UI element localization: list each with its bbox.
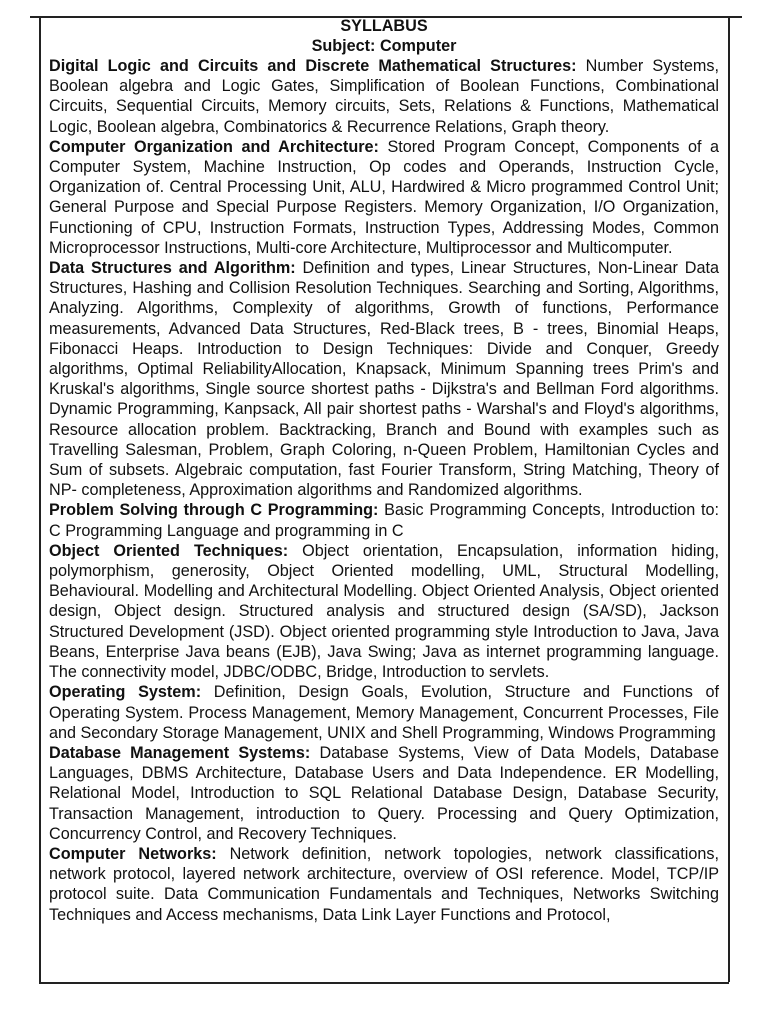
syllabus-content	[49, 16, 719, 925]
section-computer-organization	[49, 137, 719, 258]
section-digital-logic	[49, 56, 719, 137]
section-heading: Operating System:	[49, 683, 202, 702]
subject-heading: Subject: Computer	[311, 37, 457, 55]
section-database	[49, 743, 719, 844]
section-text: Object orientation, Encapsulation, information hiding, polymorphism, generosity, Object Oriented modelling, UML, Structural Modelling, Behavioural. Modelling and Architectural Modelling. Object Oriented Analysis, Object oriented design, Object design. Structured analysis and structured design (SA/SD), Jackson Structured Development (JSD). Object oriented programming style Introduction to Java, Java Beans, Enterprise Java beans (EJB), Java Swing; Java as internet programming language. The connectivity model, JDBC/ODBC, Bridge, Introduction to servlets.	[49, 541, 719, 682]
left-border	[39, 16, 41, 982]
section-text: Stored Program Concept, Components of a Computer System, Machine Instruction, Op codes and Operands, Instruction Cycle, Organization of. Central Processing Unit, ALU, Hardwired & Micro programmed Control Unit; General Purpose and Special Purpose Registers. Memory Organization, I/O Organization, Functioning of CPU, Instruction Formats, Instruction Types, Addressing Modes, Common Microprocessor Instructions, Multi-core Architecture, Multiprocessor and Multicomputer.	[49, 137, 719, 257]
section-c-programming	[49, 500, 719, 540]
section-text: Definition, Design Goals, Evolution, Structure and Functions of Operating System. Process Management, Memory Management, Concurrent Processes, File and Secondary Storage Management, UNIX and Shell Programming, Windows Programming	[49, 683, 719, 742]
section-text: Number Systems, Boolean algebra and Logic Gates, Simplification of Boolean Functions, Combinational Circuits, Sequential Circuits, Memory circuits, Sets, Relations & Functions, Mathematical Logic, Boolean algebra, Combinatorics & Recurrence Relations, Graph theory.	[49, 57, 719, 136]
section-computer-networks	[49, 844, 719, 925]
page-title: SYLLABUS	[340, 17, 428, 35]
section-heading: Digital Logic and Circuits and Discrete Mathematical Structures:	[49, 57, 577, 75]
section-data-structures	[49, 258, 719, 500]
section-text: Definition and types, Linear Structures, Non-Linear Data Structures, Hashing and Collision Resolution Techniques. Searching and Sorting, Algorithms, Analyzing. Algorithms, Complexity of algorithms, Growth of functions, Performance measurements, Advanced Data Structures, Red-Black trees, B - trees, Binomial Heaps, Fibonacci Heaps. Introduction to Design Techniques: Divide and Conquer, Greedy algorithms, Optimal ReliabilityAllocation, Knapsack, Minimum Spanning trees Prim's and Kruskal's algorithms, Single source shortest paths - Dijkstra's and Bellman Ford algorithms. Dynamic Programming, Kanpsack, All pair shortest paths - Warshal's and Floyd's algorithms, Resource allocation problem. Backtracking, Branch and Bound with examples such as Travelling Salesman, Problem, Graph Coloring, n-Queen Problem, Hamiltonian Cycles and Sum of subsets. Algebraic computation, fast Fourier Transform, String Matching, Theory of NP- completeness, Approximation algorithms and Randomized algorithms.	[49, 259, 719, 500]
section-heading: Object Oriented Techniques:	[49, 541, 289, 560]
section-object-oriented	[49, 541, 719, 682]
section-operating-system	[49, 682, 719, 743]
section-heading: Computer Networks:	[49, 844, 217, 863]
section-heading: Database Management Systems:	[49, 743, 311, 762]
section-heading: Computer Organization and Architecture:	[49, 137, 379, 156]
bottom-border	[39, 982, 729, 984]
right-border	[728, 16, 730, 982]
section-heading: Problem Solving through C Programming:	[49, 501, 379, 520]
section-heading: Data Structures and Algorithm:	[49, 259, 296, 278]
section-text: Basic Programming Concepts, Introduction to: C Programming Language and programming in C	[49, 501, 719, 540]
section-text: Database Systems, View of Data Models, Database Languages, DBMS Architecture, Database Users and Data Independence. ER Modelling, Relational Model, Introduction to SQL Relational Database Design, Database Security, Transaction Management, introduction to Query. Processing and Query Optimization, Concurrency Control, and Recovery Techniques.	[49, 743, 719, 843]
section-text: Network definition, network topologies, network classifications, network protocol, layered network architecture, overview of OSI reference. Model, TCP/IP protocol suite. Data Communication Fundamentals and Techniques, Networks Switching Techniques and Access mechanisms, Data Link Layer Functions and Protocol,	[49, 844, 719, 924]
